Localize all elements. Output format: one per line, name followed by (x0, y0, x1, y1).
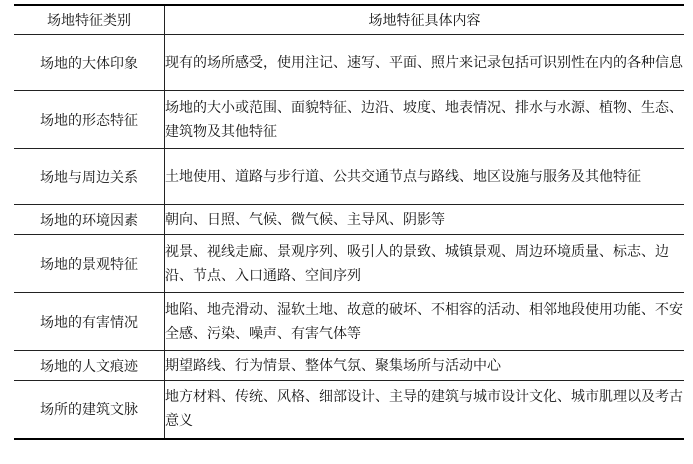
row-content: 土地使用、道路与步行道、公共交通节点与路线、地区设施与服务及其他特征 (165, 149, 685, 205)
row-category: 场地的景观特征 (14, 235, 165, 293)
table-row (14, 235, 684, 293)
row-content: 地陷、地壳滑动、湿软土地、故意的破坏、不相容的活动、相邻地段使用功能、不安全感、污染、噪声、有害气体等 (165, 293, 685, 351)
row-content: 期望路线、行为情景、整体气氛、聚集场所与活动中心 (165, 351, 685, 381)
table-row (14, 293, 684, 351)
row-category: 场地的形态特征 (14, 91, 165, 149)
row-category: 场所的建筑文脉 (14, 381, 165, 439)
table-row (14, 35, 684, 91)
table-row (14, 381, 684, 439)
row-category: 场地与周边关系 (14, 149, 165, 205)
row-content: 现有的场所感受，使用注记、速写、平面、照片来记录包括可识别性在内的各种信息 (165, 35, 685, 91)
table-row (14, 149, 684, 205)
table-row (14, 205, 684, 235)
row-content: 地方材料、传统、风格、细部设计、主导的建筑与城市设计文化、城市肌理以及考古意义 (165, 381, 685, 439)
header-content: 场地特征具体内容 (165, 5, 685, 35)
site-features-table (14, 4, 684, 440)
table-row (14, 351, 684, 381)
row-category: 场地的有害情况 (14, 293, 165, 351)
header-row (14, 5, 684, 35)
row-category: 场地的大体印象 (14, 35, 165, 91)
row-content: 视景、视线走廊、景观序列、吸引人的景致、城镇景观、周边环境质量、标志、边沿、节点、入口通路、空间序列 (165, 235, 685, 293)
table-row (14, 91, 684, 149)
row-content: 场地的大小或范围、面貌特征、边沿、坡度、地表情况、排水与水源、植物、生态、建筑物及其他特征 (165, 91, 685, 149)
row-category: 场地的人文痕迹 (14, 351, 165, 381)
row-content: 朝向、日照、气候、微气候、主导风、阴影等 (165, 205, 685, 235)
row-category: 场地的环境因素 (14, 205, 165, 235)
header-category: 场地特征类别 (14, 5, 165, 35)
